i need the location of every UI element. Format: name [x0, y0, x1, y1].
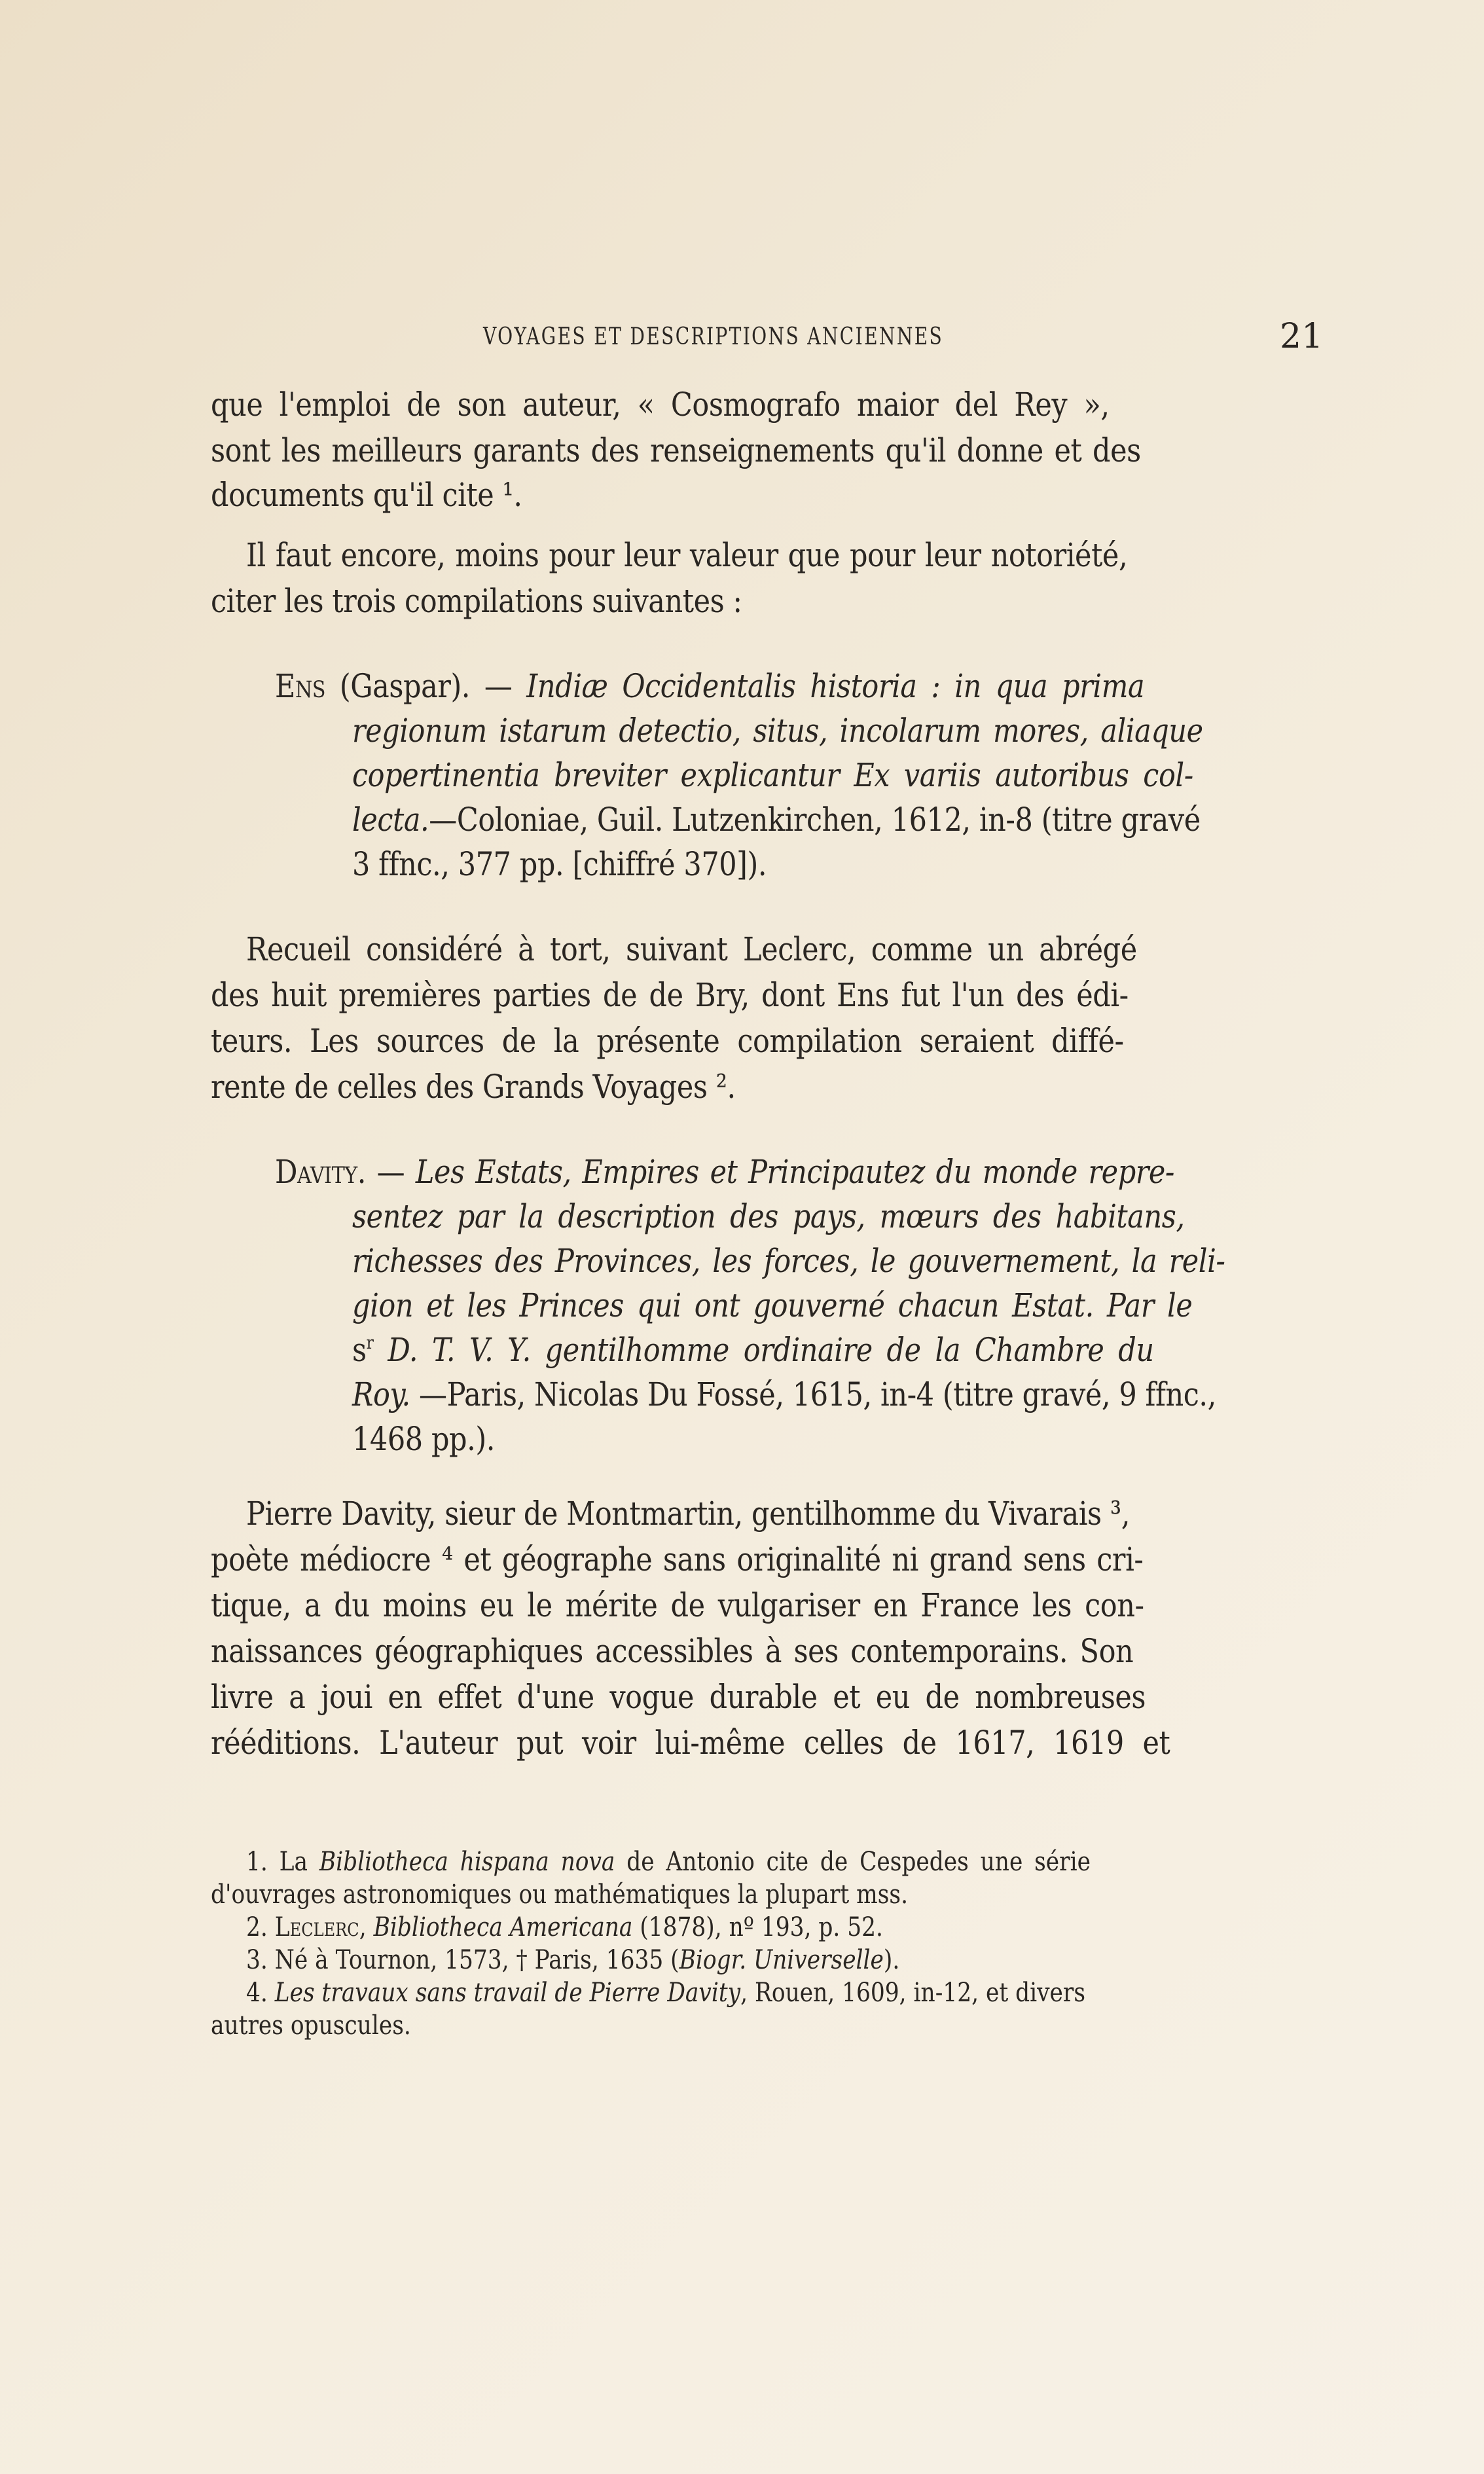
text-line: lecta.—Coloniae, Guil. Lutzenkirchen, 1612, in-8 (titre gravé [352, 801, 1201, 839]
text-line: richesses des Provinces, les forces, le gouvernement, la reli- [352, 1242, 1225, 1280]
text-line: documents qu'il cite ¹. [211, 476, 522, 514]
entry-title: Les Estats, Empires et Principautez du monde repre- [415, 1153, 1175, 1191]
text-line: que l'emploi de son auteur, « Cosmografo maior del Rey », [211, 386, 1110, 424]
text-line: Recueil considéré à tort, suivant Leclerc, comme un abrégé [246, 930, 1137, 968]
footnote-number: 3. [246, 1945, 275, 1975]
text-line: Davity. — Les Estats, Empires et Principautez du monde repre- [275, 1153, 1175, 1191]
footnote-number: 2. [246, 1912, 275, 1942]
footnote-3: 3. Né à Tournon, 1573, † Paris, 1635 (Biogr. Universelle). [246, 1945, 900, 1975]
text-line: copertinentia breviter explicantur Ex variis autoribus col- [352, 756, 1193, 794]
text-line: Roy. —Paris, Nicolas Du Fossé, 1615, in-4 (titre gravé, 9 ffnc., [352, 1375, 1216, 1413]
footnote-4: 4. Les travaux sans travail de Pierre Davity, Rouen, 1609, in-12, et divers [246, 1978, 1086, 2008]
page-number: 21 [1280, 317, 1324, 356]
text-line: tique, a du moins eu le mérite de vulgariser en France les con- [211, 1586, 1144, 1624]
footnote-2: 2. Leclerc, Bibliotheca Americana (1878), nº 193, p. 52. [246, 1912, 883, 1942]
footnote-1-continuation: d'ouvrages astronomiques ou mathématiques la plupart mss. [211, 1880, 909, 1910]
text-line: rééditions. L'auteur put voir lui-même celles de 1617, 1619 et [211, 1724, 1170, 1762]
text-line: $s^r$ D. T. V. Y. gentilhomme ordinaire de la Chambre du [352, 1331, 1154, 1369]
text-line: teurs. Les sources de la présente compilation seraient diffé- [211, 1022, 1124, 1060]
text-line: Il faut encore, moins pour leur valeur que pour leur notoriété, [246, 536, 1128, 574]
text-line: sentez par la description des pays, mœurs des habitans, [352, 1197, 1185, 1235]
entry-title: Indiæ Occidentalis historia : in qua prima [526, 667, 1145, 705]
entry-author: Ens [275, 667, 326, 705]
text-line: des huit premières parties de de Bry, dont Ens fut l'un des édi- [211, 976, 1129, 1014]
text-line: livre a joui en effet d'une vogue durable et eu de nombreuses [211, 1678, 1146, 1716]
entry-author: Davity [275, 1153, 357, 1191]
text-line: citer les trois compilations suivantes : [211, 582, 742, 620]
text-line: regionum istarum detectio, situs, incolarum mores, aliaque [352, 712, 1203, 750]
text-line: rente de celles des Grands Voyages ². [211, 1068, 736, 1106]
text-line: 1468 pp.). [352, 1420, 495, 1458]
text-line: Pierre Davity, sieur de Montmartin, gentilhomme du Vivarais ³, [246, 1495, 1130, 1533]
footnote-4-continuation: autres opuscules. [211, 2010, 411, 2041]
text-line: sont les meilleurs garants des renseignements qu'il donne et des [211, 431, 1141, 469]
text-line: gion et les Princes qui ont gouverné chacun Estat. Par le [352, 1286, 1193, 1324]
text-line: poète médiocre ⁴ et géographe sans originalité ni grand sens cri- [211, 1540, 1144, 1578]
footnote-number: 1. [246, 1847, 280, 1877]
footnote-1: 1. La Bibliotheca hispana nova de Antonio cite de Cespedes une série [246, 1847, 1091, 1877]
text-line: Ens (Gaspar). — Indiæ Occidentalis historia : in qua prima [275, 667, 1145, 705]
text-line: 3 ffnc., 377 pp. [chiffré 370]). [352, 845, 767, 883]
running-title: VOYAGES ET DESCRIPTIONS ANCIENNES [483, 323, 944, 350]
footnote-number: 4. [246, 1978, 275, 2008]
text-line: naissances géographiques accessibles à ses contemporains. Son [211, 1632, 1134, 1670]
